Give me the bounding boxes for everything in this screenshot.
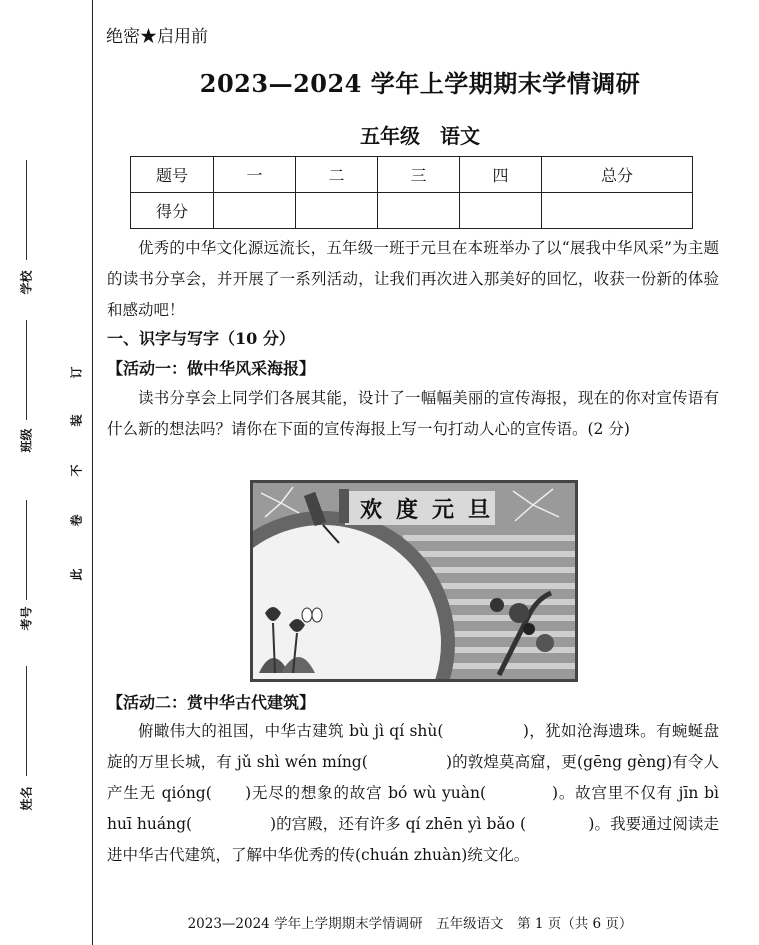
table-row [131,157,693,193]
seal-char: 不 [69,464,84,477]
poster-title: 欢度元旦 [360,498,505,523]
activity-text: 俯瞰伟大的祖国，中华古建筑 bù jì qí shù( )，犹如沧海遗珠。有蜿蜒盘旋的万里长城，有 jǔ shì wén míng( )的敦煌莫高窟，更(gēng gèng)有令人产生无 qióng( )无尽的想象的故宫 bó wù yuàn( )。故宫里不仅有 jīn bì huī huáng( )的宫殿，还有许多 qí zhēn yì bǎo ( )。我要通过阅读走进中华古代建筑，了解中华优秀的传(chuán zhuàn)统文化。 [107,722,719,864]
moon-circle [253,518,448,679]
margin-fill-line [26,320,27,420]
confidential-tag: 绝密★启用前 [106,27,208,47]
table-cell: 一 [214,157,296,193]
table-cell: 得分 [131,193,214,229]
margin-fill-line [26,500,27,600]
table-cell: 题号 [131,157,214,193]
score-input-cell[interactable] [378,193,460,229]
table-cell: 四 [460,157,542,193]
margin-label-exam-number: 考号 [19,606,34,631]
margin-fill-line [26,160,27,260]
seal-char: 此 [69,568,84,581]
margin-label-class: 班级 [19,428,34,453]
score-input-cell[interactable] [214,193,296,229]
score-input-cell[interactable] [296,193,378,229]
binding-line [92,0,93,945]
intro-paragraph: 优秀的中华文化源远流长，五年级一班于元旦在本班举办了以“展我中华风采”为主题的读书分享会，并开展了一系列活动，让我们再次进入那美好的回忆，收获一份新的体验和感动吧！ [107,239,719,319]
score-table [130,156,693,229]
margin-label-school: 学校 [19,270,34,295]
page-title: 2023—2024 学年上学期期末学情调研 [199,69,641,98]
page-subtitle: 五年级 语文 [360,124,480,148]
activity-heading: 【活动一：做中华风采海报】 [107,359,316,378]
section-heading: 一、识字与写字（10 分） [107,329,295,348]
seal-char: 卷 [69,514,84,527]
table-cell: 总分 [542,157,693,193]
table-row [131,193,693,229]
binding-margin [0,0,95,945]
seal-char: 装 [69,414,84,427]
seal-char: 订 [69,366,84,379]
score-input-cell[interactable] [460,193,542,229]
page-footer: 2023—2024 学年上学期期末学情调研 五年级语文 第 1 页（共 6 页） [187,916,633,932]
activity-text: 读书分享会上同学们各展其能，设计了一幅幅美丽的宣传海报，现在的你对宣传语有什么新的想法吗？请你在下面的宣传海报上写一句打动人心的宣传语。(2 分) [107,389,719,438]
table-cell: 二 [296,157,378,193]
activity-heading: 【活动二：赏中华古代建筑】 [107,693,316,712]
margin-fill-line [26,666,27,776]
margin-label-name: 姓名 [19,786,34,811]
table-cell: 三 [378,157,460,193]
score-input-cell[interactable] [542,193,693,229]
